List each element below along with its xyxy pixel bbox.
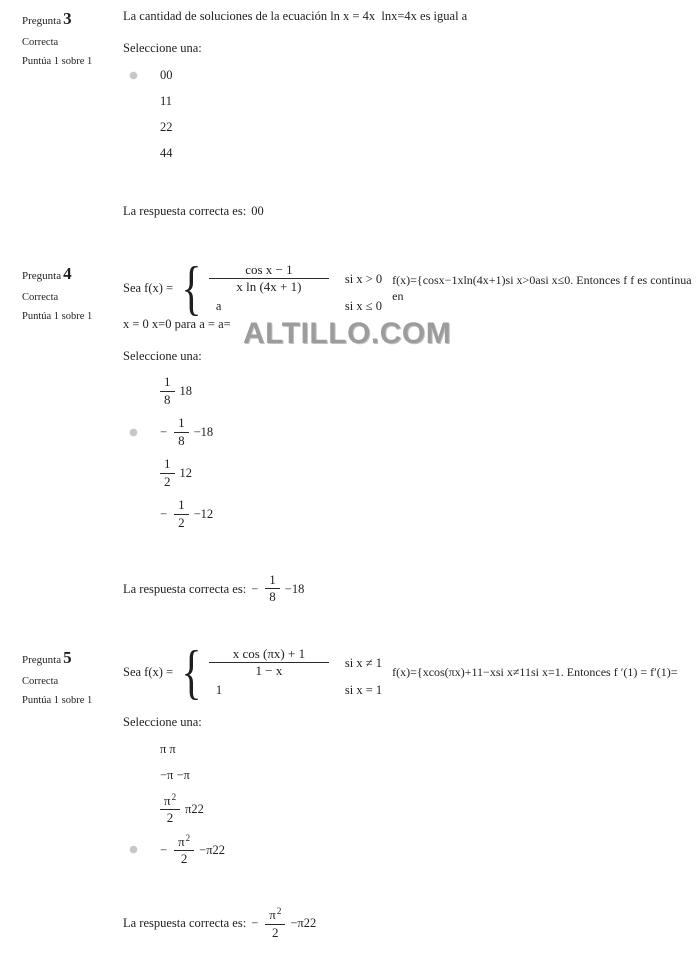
fraction-denominator: 8 [164,391,171,407]
prompt-tail: es igual a [420,9,468,23]
question-points: Puntúa 1 sobre 1 [22,694,93,706]
option-row[interactable] [123,788,700,829]
radio-button[interactable] [130,429,160,436]
question-3-prompt [123,8,700,24]
radio-button[interactable] [130,72,160,79]
case1-fraction [209,263,329,295]
case1-condition: si x > 0 [344,271,383,286]
fraction-numerator: 1 [265,573,280,590]
option-alt-text: 12 [179,465,192,480]
option-label[interactable]: π π [160,742,176,757]
option-alt-text: −12 [193,506,214,521]
option-label[interactable] [160,375,192,407]
option-alt-text: −18 [193,424,214,439]
fraction-denominator: 2 [272,924,279,940]
answer-prefix: La respuesta correcta es: [123,203,247,218]
answer-value: 00 [251,203,264,218]
option-row[interactable] [123,141,700,167]
option-label[interactable]: −π −π [160,768,190,783]
question-4-body [123,254,700,605]
fraction-denominator: 2 [166,810,174,826]
case2-value: a [215,298,222,313]
option-fraction [160,457,175,489]
correct-answer-line [123,573,700,605]
option-fraction [174,416,189,448]
question-points: Puntúa 1 sobre 1 [22,56,93,67]
question-4 [0,254,700,605]
fraction-numerator: $\pi^2$ [160,792,180,811]
answer-prefix: La respuesta correcta es: [123,581,247,596]
option-fraction [174,498,189,530]
answer-prefix: La respuesta correcta es: [123,916,247,931]
exponent: 2 [171,791,177,802]
option-row[interactable] [123,115,700,141]
cases-grid [209,263,382,314]
question-4-title [22,264,123,284]
option-label[interactable] [160,792,204,826]
correct-answer-line [123,906,700,940]
question-3-info [22,8,123,219]
question-5-options [123,736,700,870]
option-row[interactable] [123,63,700,89]
formula-lead: Sea f(x) = [123,281,174,296]
question-label: Pregunta [22,269,62,282]
case1-condition: si x ≠ 1 [344,655,382,670]
minus-sign: − [160,506,168,521]
piecewise-function [123,254,700,321]
formula-alt-text: f(x)={xcos(πx)+11−xsi x≠11si x=1. Entonces f ′(1) = f′(1)= [392,665,678,680]
option-label[interactable] [160,833,225,867]
option-fraction [160,792,180,826]
question-5-info [22,647,123,941]
prompt-text: La cantidad de soluciones de la ecuación [123,9,328,23]
left-brace: { [181,638,202,705]
minus-sign: − [160,842,168,857]
minus-sign: − [160,424,168,439]
question-number: 4 [63,263,72,283]
option-row[interactable] [123,453,700,494]
option-label[interactable]: 00 [160,68,173,83]
option-fraction [174,833,194,867]
select-one-label: Seleccione una: [123,41,202,56]
answer-sign: − [251,581,259,596]
prompt-math: ln x = 4x [330,9,376,23]
altillo-watermark: ALTILLO.COM [243,317,452,350]
option-row[interactable] [123,736,700,762]
question-3 [0,8,700,219]
exponent: 2 [276,906,282,917]
case1-fraction [209,647,329,679]
question-status: Correcta [22,291,59,303]
option-row[interactable] [123,762,700,788]
option-alt-text: −π22 [199,842,226,857]
question-5-title [22,648,123,668]
answer-fraction [265,573,280,605]
option-label[interactable]: 11 [160,94,173,109]
question-5-body [123,638,700,941]
fraction-denominator: 8 [178,432,185,448]
question-status: Correcta [22,37,59,48]
radio-selected-dot [130,846,137,853]
answer-sign: − [251,916,259,931]
exponent: 2 [185,832,191,843]
case2-condition: si x = 1 [344,682,383,697]
formula-lead: Sea f(x) = [123,665,174,680]
prompt-duplicate: lnx=4x [381,9,417,23]
option-row[interactable] [123,412,700,453]
question-3-options [123,63,700,167]
option-row[interactable] [123,89,700,115]
fraction-numerator: cos x − 1 [209,263,329,280]
question-status: Correcta [22,675,59,687]
fraction-numerator: 1 [174,498,189,515]
case2-value: 1 [215,682,223,697]
prompt-continuation: x = 0 x=0 para a = a= [123,317,231,332]
fraction-numerator: 1 [174,416,189,433]
question-4-info [22,263,123,605]
fraction-denominator: 8 [269,589,276,605]
fraction-numerator: x cos (πx) + 1 [209,647,329,664]
question-points: Puntúa 1 sobre 1 [22,310,93,322]
select-one-label: Seleccione una: [123,349,202,364]
fraction-numerator: 1 [160,457,175,474]
fraction-denominator: 2 [164,473,171,489]
fraction-denominator: 2 [180,851,188,867]
option-alt-text: π22 [185,801,204,816]
option-fraction [160,375,175,407]
answer-alt-text: −18 [284,581,305,596]
select-one-label: Seleccione una: [123,715,202,730]
radio-button[interactable] [130,846,160,853]
left-brace: { [181,254,202,321]
question-3-title [22,9,123,29]
option-label[interactable]: 44 [160,146,173,161]
question-5 [0,638,700,941]
fraction-denominator: 1 − x [255,663,283,679]
fraction-denominator: 2 [178,514,185,530]
fraction-numerator: $\pi^2$ [174,833,194,852]
radio-selected-dot [130,72,137,79]
option-row[interactable] [123,371,700,412]
option-label[interactable] [160,498,213,530]
piecewise-function [123,638,700,705]
option-row[interactable] [123,829,700,870]
question-label: Pregunta [22,15,62,27]
question-4-options [123,371,700,535]
answer-fraction [265,906,285,940]
question-number: 3 [63,9,72,28]
question-label: Pregunta [22,653,62,666]
question-3-body [123,8,700,219]
fraction-numerator: $\pi^2$ [265,906,285,925]
radio-selected-dot [130,429,137,436]
option-label[interactable] [160,416,213,448]
option-label[interactable] [160,457,192,489]
correct-answer-line [123,203,700,219]
option-alt-text: 18 [179,383,192,398]
answer-alt-text: −π22 [290,916,317,931]
option-row[interactable] [123,494,700,535]
option-label[interactable]: 22 [160,120,173,135]
formula-alt-text: f(x)={cosx−1xln(4x+1)si x>0asi x≤0. Entonces f f es continua en [392,273,692,304]
question-number: 5 [63,647,72,667]
fraction-denominator: x ln (4x + 1) [236,279,302,295]
case2-condition: si x ≤ 0 [344,298,382,313]
fraction-numerator: 1 [160,375,175,392]
cases-grid [209,647,382,698]
